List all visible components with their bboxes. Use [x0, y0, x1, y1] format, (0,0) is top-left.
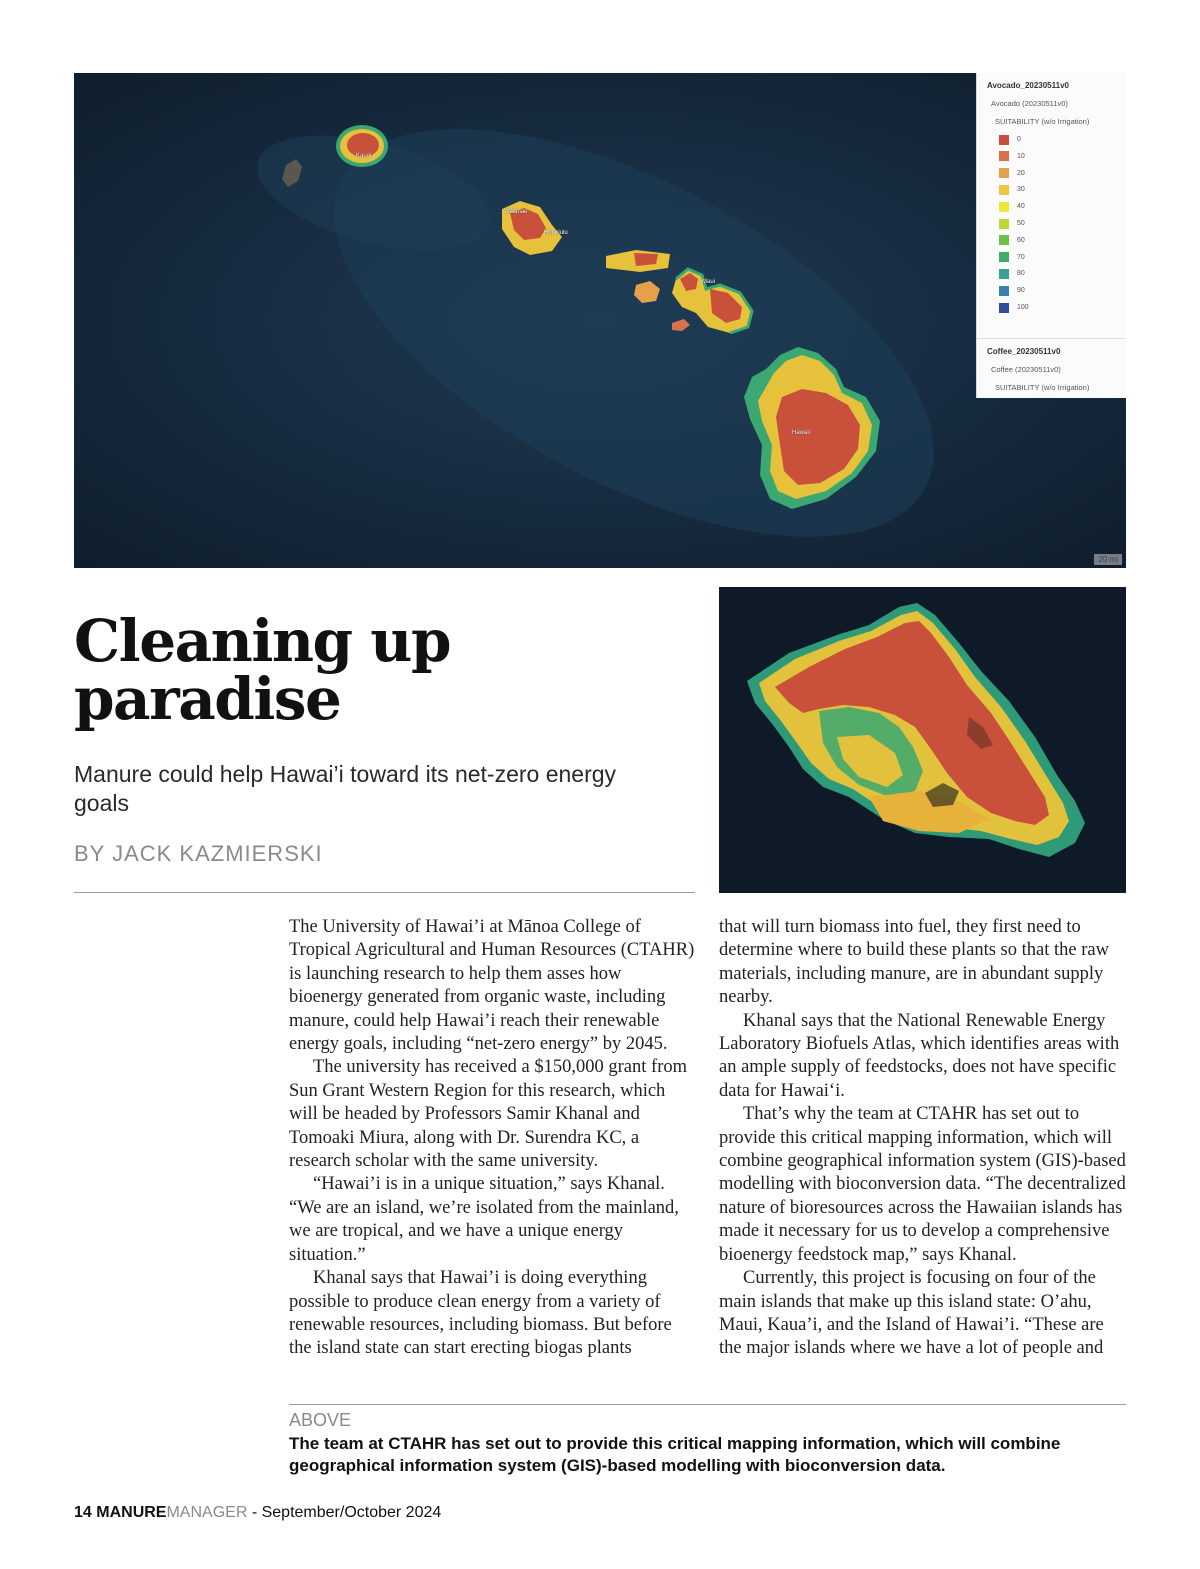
- legend-class-label: 60: [1017, 236, 1025, 244]
- magazine-name-bold: MANURE: [96, 1504, 167, 1521]
- headline-rule: [74, 892, 695, 893]
- col2-paragraph-2: Khanal says that the National Renewable Energy Laboratory Biofuels Atlas, which identifies areas with an ample supply of feedstocks, does not have specific data for Hawaiʻi.: [719, 1010, 1120, 1101]
- legend-swatch: [999, 235, 1009, 245]
- legend-class-label: 50: [1017, 220, 1025, 227]
- magazine-name-light: MANAGER: [166, 1504, 248, 1521]
- map-scale: 20 mi: [1094, 554, 1122, 565]
- col1-paragraph-3: “Hawai’i is in a unique situation,” says Khanal. “We are an island, we’re isolated from the mainland, we are tropical, and we have a unique energy situation.”: [289, 1174, 679, 1265]
- body-column-2: [719, 916, 1129, 1361]
- subheadline: Manure could help Hawai’i toward its net-zero energy goals: [74, 761, 617, 816]
- legend-class-label: 0: [1017, 136, 1021, 143]
- legend-class-label: 40: [1017, 203, 1025, 211]
- col1-paragraph-1: The University of Hawai’i at Mānoa College of Tropical Agricultural and Human Resources (CTAHR) is launching research to help them asses how bioenergy generated from organic waste, including manure, could help Hawai’i reach their renewable energy goals, including “net-zero energy” by 2045.: [289, 917, 695, 1055]
- legend-class-row: [999, 285, 1025, 296]
- legend-swatch: [999, 202, 1009, 212]
- oahu-suitability-map: [719, 587, 1126, 893]
- legend-class-label: 80: [1017, 270, 1025, 278]
- legend-class-label: 10: [1017, 152, 1025, 160]
- legend-class-label: 20: [1017, 169, 1025, 177]
- legend-class-row: [999, 168, 1025, 179]
- issue-date: - September/October 2024: [251, 1504, 442, 1521]
- legend-swatch: [999, 286, 1009, 296]
- legend-layer1-sub: Avocado (20230511v0): [991, 99, 1068, 108]
- hawaii-suitability-map: [74, 73, 1126, 568]
- legend-class-label: 100: [1017, 304, 1029, 311]
- hawaii-islands-graphic: [74, 73, 1126, 568]
- map-legend: [976, 73, 1126, 398]
- legend-layer2-sub: Coffee (20230511v0): [991, 365, 1061, 374]
- legend-swatch: [999, 252, 1009, 262]
- legend-class-label: 90: [1017, 287, 1025, 295]
- legend-class-label: 30: [1017, 186, 1025, 194]
- oahu-island-graphic: [719, 587, 1126, 893]
- caption-label: ABOVE: [289, 1410, 352, 1430]
- map-label-waianae: Waianae: [504, 209, 528, 215]
- legend-layer2-field: SUITABILITY (w/o Irrigation): [995, 383, 1090, 392]
- legend-swatch: [999, 151, 1009, 161]
- page-number: 14: [74, 1504, 92, 1521]
- legend-swatch: [999, 303, 1009, 313]
- legend-swatch: [999, 219, 1009, 229]
- body-column-1: [289, 916, 697, 1361]
- col1-paragraph-2: The university has received a $150,000 grant from Sun Grant Western Region for this research, which will be headed by Professors Samir Khanal and Tomoaki Miura, along with Dr. Surendra KC, a research scholar with the same university.: [289, 1057, 687, 1172]
- map-label-hawaii: Hawaii: [792, 430, 811, 436]
- legend-class-label: 70: [1017, 253, 1025, 261]
- legend-class-row: [999, 134, 1021, 145]
- page-title: Cleaning up paradise: [74, 607, 451, 733]
- legend-class-row: [999, 201, 1025, 212]
- legend-class-row: [999, 252, 1025, 263]
- kauai-island: [336, 125, 388, 167]
- byline: BY JACK KAZMIERSKI: [74, 841, 323, 866]
- legend-swatch: [999, 185, 1009, 195]
- legend-divider: [977, 338, 1126, 339]
- legend-class-row: [999, 151, 1025, 162]
- legend-layer1-title: Avocado_20230511v0: [987, 81, 1069, 90]
- col2-paragraph-4: Currently, this project is focusing on four of the main islands that make up this island state: O’ahu, Maui, Kaua’i, and the Island of Hawai’i. “These are the major islands where we have a lot of people and: [719, 1268, 1104, 1359]
- col2-paragraph-3: That’s why the team at CTAHR has set out to provide this critical mapping information, which will combine geographical information system (GIS)-based modelling with bioconversion data. “The decentralized nature of bioresources across the Hawaiian islands has made it necessary for us to develop a comprehensive bioenergy feedstock map,” says Khanal.: [719, 1104, 1126, 1265]
- legend-swatch: [999, 135, 1009, 145]
- legend-layer2-title: Coffee_20230511v0: [987, 347, 1061, 356]
- caption-rule: [289, 1404, 1126, 1405]
- legend-class-row: [999, 184, 1025, 195]
- col1-paragraph-4: Khanal says that Hawai’i is doing everything possible to produce clean energy from a variety of renewable resources, including biomass. But before the island state can start erecting biogas plants: [289, 1268, 672, 1359]
- map-label-kauai: Kauai: [356, 153, 372, 159]
- legend-class-row: [999, 235, 1025, 246]
- col2-paragraph-1: that will turn biomass into fuel, they first need to determine where to build these plants so that the raw materials, including manure, are in abundant supply nearby.: [719, 917, 1109, 1008]
- legend-class-row: [999, 218, 1025, 229]
- legend-layer1-field: SUITABILITY (w/o Irrigation): [995, 117, 1090, 126]
- legend-swatch: [999, 168, 1009, 178]
- legend-swatch: [999, 269, 1009, 279]
- map-label-honolulu: Honolulu: [544, 230, 568, 236]
- page-footer: [74, 1504, 441, 1522]
- legend-class-row: [999, 268, 1025, 279]
- caption-text: The team at CTAHR has set out to provide this critical mapping information, which will combine geographical information system (GIS)-based modelling with bioconversion data.: [289, 1434, 1061, 1475]
- map-label-maui: Maui: [702, 279, 716, 285]
- legend-class-row: [999, 302, 1029, 313]
